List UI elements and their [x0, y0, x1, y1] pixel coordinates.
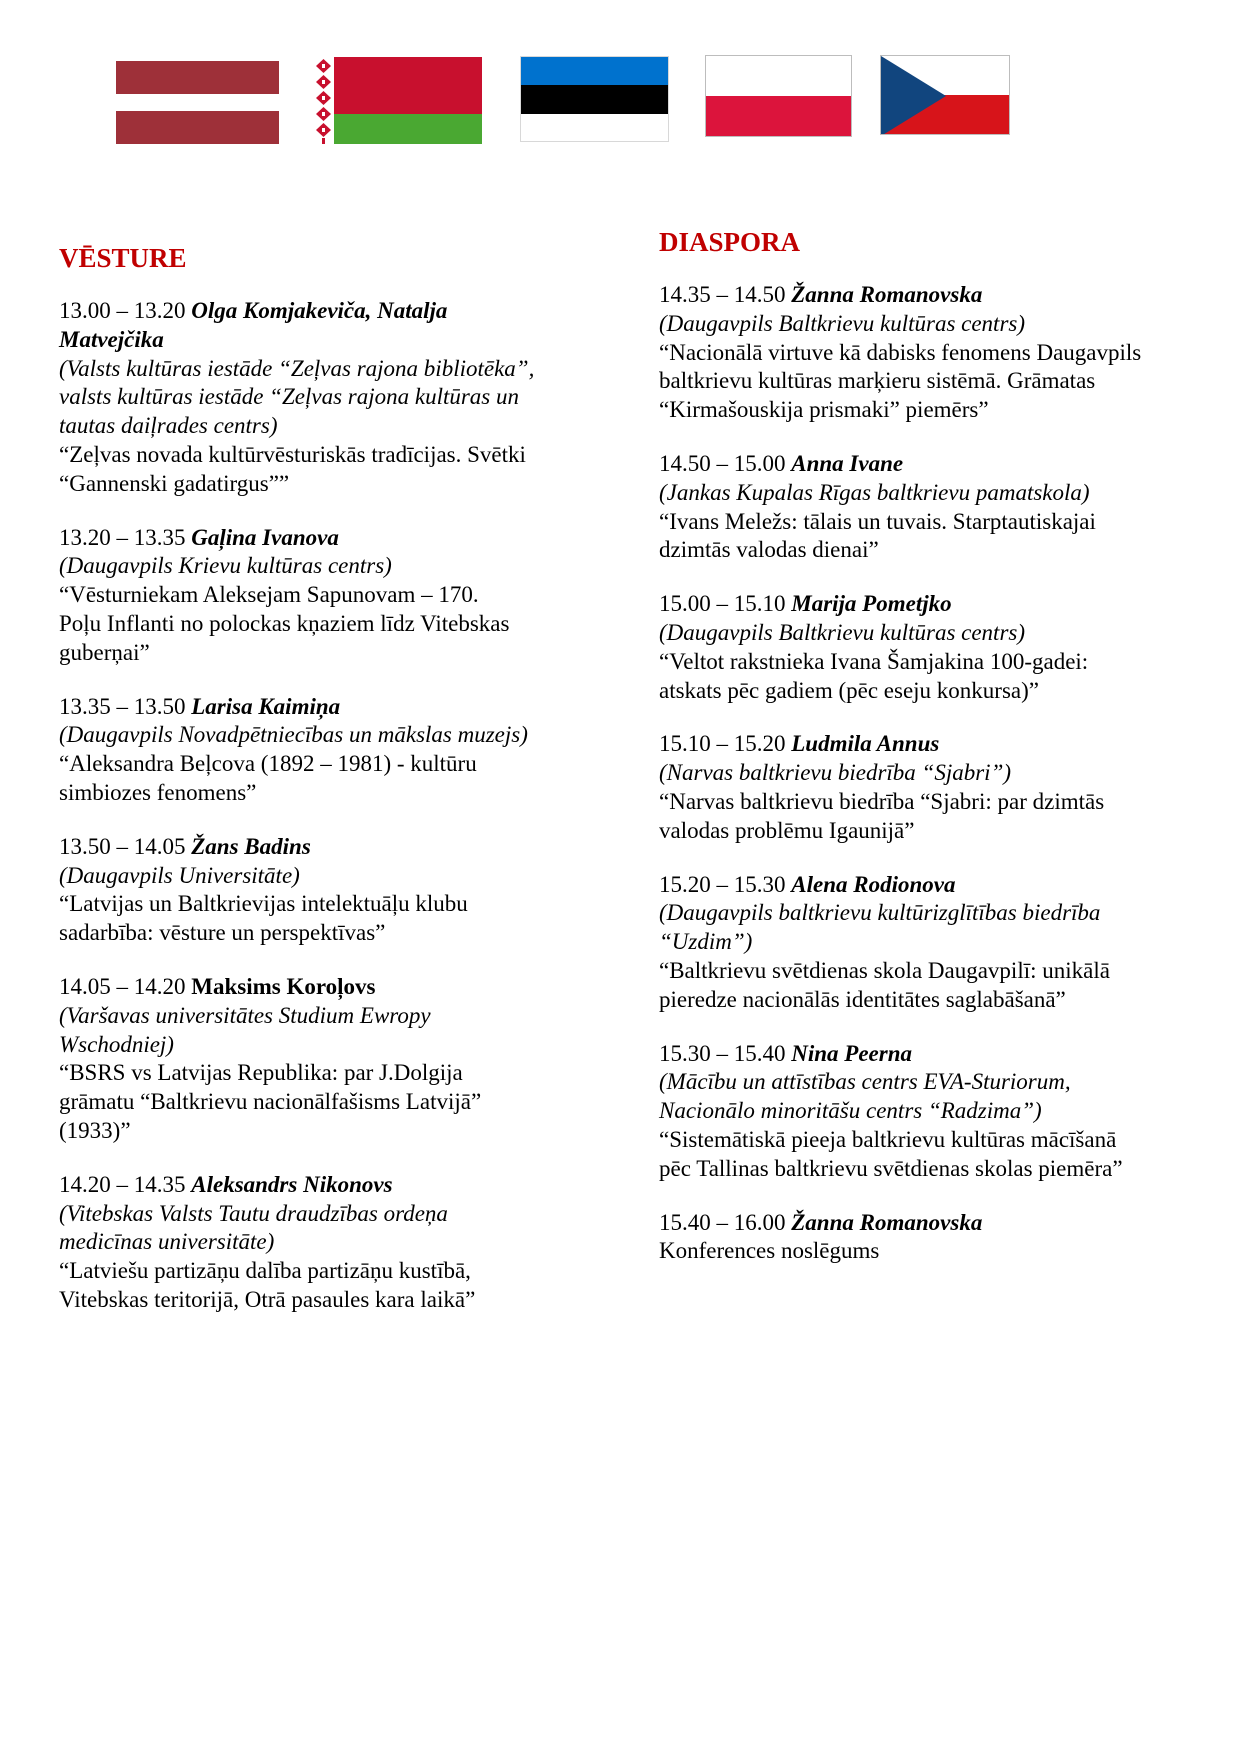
entry-time: 14.20 – 14.35 — [59, 1171, 186, 1197]
program-entry — [59, 833, 579, 948]
entry-head — [659, 281, 1180, 310]
entry-topic-line: “Nacionālā virtuve kā dabisks fenomens Daugavpils — [659, 339, 1142, 365]
entry-topic-line: Konferences noslēgums — [659, 1238, 880, 1264]
entry-speaker: Maksims Koroļovs — [191, 973, 376, 999]
entry-head — [659, 730, 1180, 759]
program-entry — [59, 973, 579, 1146]
entry-topic-line: pieredze nacionālās identitātes saglabāšanā” — [659, 986, 1066, 1012]
entry-org — [659, 479, 1180, 508]
entry-time: 15.30 – 15.40 — [659, 1040, 786, 1066]
program-entry — [59, 297, 579, 499]
entry-org-line: tautas daiļrades centrs) — [59, 413, 278, 439]
entry-topic — [659, 1237, 1180, 1266]
entry-topic-line: dzimtās valodas dienai” — [659, 537, 879, 563]
entry-org — [59, 1200, 579, 1258]
entry-time: 14.50 – 15.00 — [659, 450, 786, 476]
entry-org-line: Nacionālo minoritāšu centrs “Radzima”) — [659, 1098, 1042, 1124]
entry-time: 13.35 – 13.50 — [59, 693, 186, 719]
entry-topic-line: “Aleksandra Beļcova (1892 – 1981) - kultūru — [59, 751, 477, 777]
entry-topic-line: simbiozes fenomens” — [59, 779, 257, 805]
entry-head — [659, 590, 1180, 619]
entry-org-line: valsts kultūras iestāde “Zeļvas rajona kultūras un — [59, 384, 519, 410]
entry-topic-line: atskats pēc gadiem (pēc eseju konkursa)” — [659, 677, 1039, 703]
entry-org — [59, 1002, 579, 1060]
entry-topic-line: “Zeļvas novada kultūrvēsturiskās tradīcijas. Svētki — [59, 441, 526, 467]
program-entry — [659, 450, 1180, 565]
entry-topic — [59, 1059, 579, 1145]
flag-czech-republic — [880, 55, 1010, 135]
entry-topic-line: valodas problēmu Igaunijā” — [659, 817, 915, 843]
program-entry — [59, 524, 579, 668]
entry-org — [659, 619, 1180, 648]
program-entry — [659, 730, 1180, 845]
entry-head — [59, 1171, 579, 1200]
entry-org-line: (Valsts kultūras iestāde “Zeļvas rajona bibliotēka”, — [59, 355, 535, 381]
entry-time: 13.50 – 14.05 — [59, 833, 186, 859]
entry-topic-line: “Narvas baltkrievu biedrība “Sjabri: par dzimtās — [659, 788, 1105, 814]
entry-head — [659, 1209, 1180, 1238]
entry-topic-line: Vitebskas teritorijā, Otrā pasaules kara laikā” — [59, 1286, 476, 1312]
entry-topic — [59, 581, 579, 667]
entry-topic — [659, 508, 1180, 566]
section-title-diaspora: DIASPORA — [659, 227, 801, 257]
flag-poland — [705, 55, 852, 137]
entry-speaker: Žanna Romanovska — [791, 1209, 983, 1235]
entry-head — [59, 973, 579, 1002]
entry-org — [659, 759, 1180, 788]
flag-latvia — [116, 61, 279, 144]
flag-belarus — [313, 57, 482, 144]
program-entry — [659, 871, 1180, 1015]
entry-topic — [659, 339, 1180, 425]
entry-speaker: Marija Pometjko — [791, 591, 952, 617]
entry-topic — [659, 957, 1180, 1015]
entry-time: 15.00 – 15.10 — [659, 591, 786, 617]
entry-org-line: (Vitebskas Valsts Tautu draudzības ordeņa — [59, 1200, 448, 1226]
entry-org-line: (Narvas baltkrievu biedrība “Sjabri”) — [659, 760, 1012, 786]
entry-head — [59, 693, 579, 722]
entry-head — [659, 871, 1180, 900]
entry-time: 15.40 – 16.00 — [659, 1209, 786, 1235]
flag-estonia — [520, 56, 669, 142]
entry-speaker: Larisa Kaimiņa — [191, 693, 341, 719]
entry-time: 15.20 – 15.30 — [659, 871, 786, 897]
entry-org-line: (Jankas Kupalas Rīgas baltkrievu pamatskola) — [659, 479, 1090, 505]
entry-time: 13.20 – 13.35 — [59, 524, 186, 550]
entry-org-line: (Daugavpils baltkrievu kultūrizglītības biedrība — [659, 900, 1101, 926]
entry-topic-line: “Gannenski gadatirgus”” — [59, 470, 290, 496]
entry-speaker: Anna Ivane — [791, 450, 904, 476]
entry-topic — [59, 750, 579, 808]
entry-topic-line: “Ivans Meležs: tālais un tuvais. Starptautiskajai — [659, 508, 1096, 534]
entry-speaker: Žans Badins — [191, 833, 311, 859]
program-entry — [659, 590, 1180, 705]
entry-org — [59, 862, 579, 891]
entry-org-line: (Daugavpils Baltkrievu kultūras centrs) — [659, 619, 1026, 645]
entry-org — [659, 310, 1180, 339]
entry-speaker: Žanna Romanovska — [791, 282, 983, 307]
entry-topic — [659, 1126, 1180, 1184]
entry-org-line: Wschodniej) — [59, 1031, 174, 1057]
entry-speaker-continued: Matvejčika — [59, 326, 164, 352]
entry-topic-line: grāmatu “Baltkrievu nacionālfašisms Latvijā” — [59, 1089, 482, 1115]
entry-topic-line: baltkrievu kultūras marķieru sistēmā. Grāmatas — [659, 368, 1096, 394]
section-diaspora — [659, 225, 1180, 1291]
entry-org-line: (Varšavas universitātes Studium Ewropy — [59, 1002, 431, 1028]
entry-topic-line: “Latviešu partizāņu dalība partizāņu kustībā, — [59, 1258, 471, 1284]
entry-org — [659, 1068, 1180, 1126]
section-vesture — [59, 241, 579, 1340]
entry-head — [59, 297, 579, 326]
entry-topic — [659, 648, 1180, 706]
entry-org-line: (Daugavpils Universitāte) — [59, 862, 300, 888]
entry-topic-line: “Sistemātiskā pieeja baltkrievu kultūras mācīšanā — [659, 1126, 1117, 1152]
entry-time: 15.10 – 15.20 — [659, 731, 786, 757]
entry-topic-line: guberņai” — [59, 639, 150, 665]
entry-speaker: Ludmila Annus — [791, 731, 940, 757]
entry-topic-line: “BSRS vs Latvijas Republika: par J.Dolgija — [59, 1060, 463, 1086]
entry-time: 13.00 – 13.20 — [59, 298, 186, 323]
entry-org — [59, 552, 579, 581]
entry-topic — [59, 1257, 579, 1315]
entry-speaker: Nina Peerna — [791, 1040, 912, 1066]
entry-topic-line: “Vēsturniekam Aleksejam Sapunovam – 170. — [59, 582, 479, 608]
entry-topic — [59, 441, 579, 499]
program-entry — [59, 693, 579, 808]
entry-topic-line: sadarbība: vēsture un perspektīvas” — [59, 920, 386, 946]
entry-topic-line: “Kirmašouskija prismaki” piemērs” — [659, 397, 989, 423]
entry-org — [659, 899, 1180, 957]
entry-time: 14.05 – 14.20 — [59, 973, 186, 999]
program-entry — [659, 281, 1180, 425]
entry-org-line: (Mācību un attīstības centrs EVA-Sturiorum, — [659, 1069, 1071, 1095]
entry-speaker: Olga Komjakeviča, Natalja — [191, 298, 448, 323]
entry-speaker: Aleksandrs Nikonovs — [191, 1171, 393, 1197]
program-entry — [659, 1209, 1180, 1267]
belarus-ornament-icon — [313, 57, 334, 144]
entry-org-line: (Daugavpils Krievu kultūras centrs) — [59, 553, 392, 579]
entry-topic — [59, 890, 579, 948]
section-title-vesture: VĒSTURE — [59, 243, 187, 273]
entry-org-line: (Daugavpils Baltkrievu kultūras centrs) — [659, 310, 1026, 336]
entry-org — [59, 721, 579, 750]
czech-triangle-icon — [881, 56, 1010, 135]
entry-head — [59, 524, 579, 553]
entry-topic-line: “Latvijas un Baltkrievijas intelektuāļu klubu — [59, 891, 468, 917]
program-entry — [659, 1040, 1180, 1184]
entry-head — [59, 833, 579, 862]
entry-topic-line: pēc Tallinas baltkrievu svētdienas skolas piemēra” — [659, 1155, 1123, 1181]
entry-org-line: “Uzdim”) — [659, 929, 753, 955]
entry-time: 14.35 – 14.50 — [659, 282, 786, 307]
entry-topic-line: “Baltkrievu svētdienas skola Daugavpilī: unikālā — [659, 957, 1110, 983]
entry-topic-line: “Veltot rakstnieka Ivana Šamjakina 100-gadei: — [659, 648, 1089, 674]
entry-speaker: Gaļina Ivanova — [191, 524, 339, 550]
entry-head — [659, 450, 1180, 479]
entry-topic-line: Poļu Inflanti no polockas kņaziem līdz Vitebskas — [59, 610, 510, 636]
entry-org-line: medicīnas universitāte) — [59, 1229, 275, 1255]
entry-org — [59, 355, 579, 441]
entry-topic — [659, 788, 1180, 846]
entry-head — [659, 1040, 1180, 1069]
entry-topic-line: (1933)” — [59, 1117, 131, 1143]
entry-org-line: (Daugavpils Novadpētniecības un mākslas muzejs) — [59, 722, 528, 748]
program-entry — [59, 1171, 579, 1315]
entry-speaker: Alena Rodionova — [791, 871, 956, 897]
